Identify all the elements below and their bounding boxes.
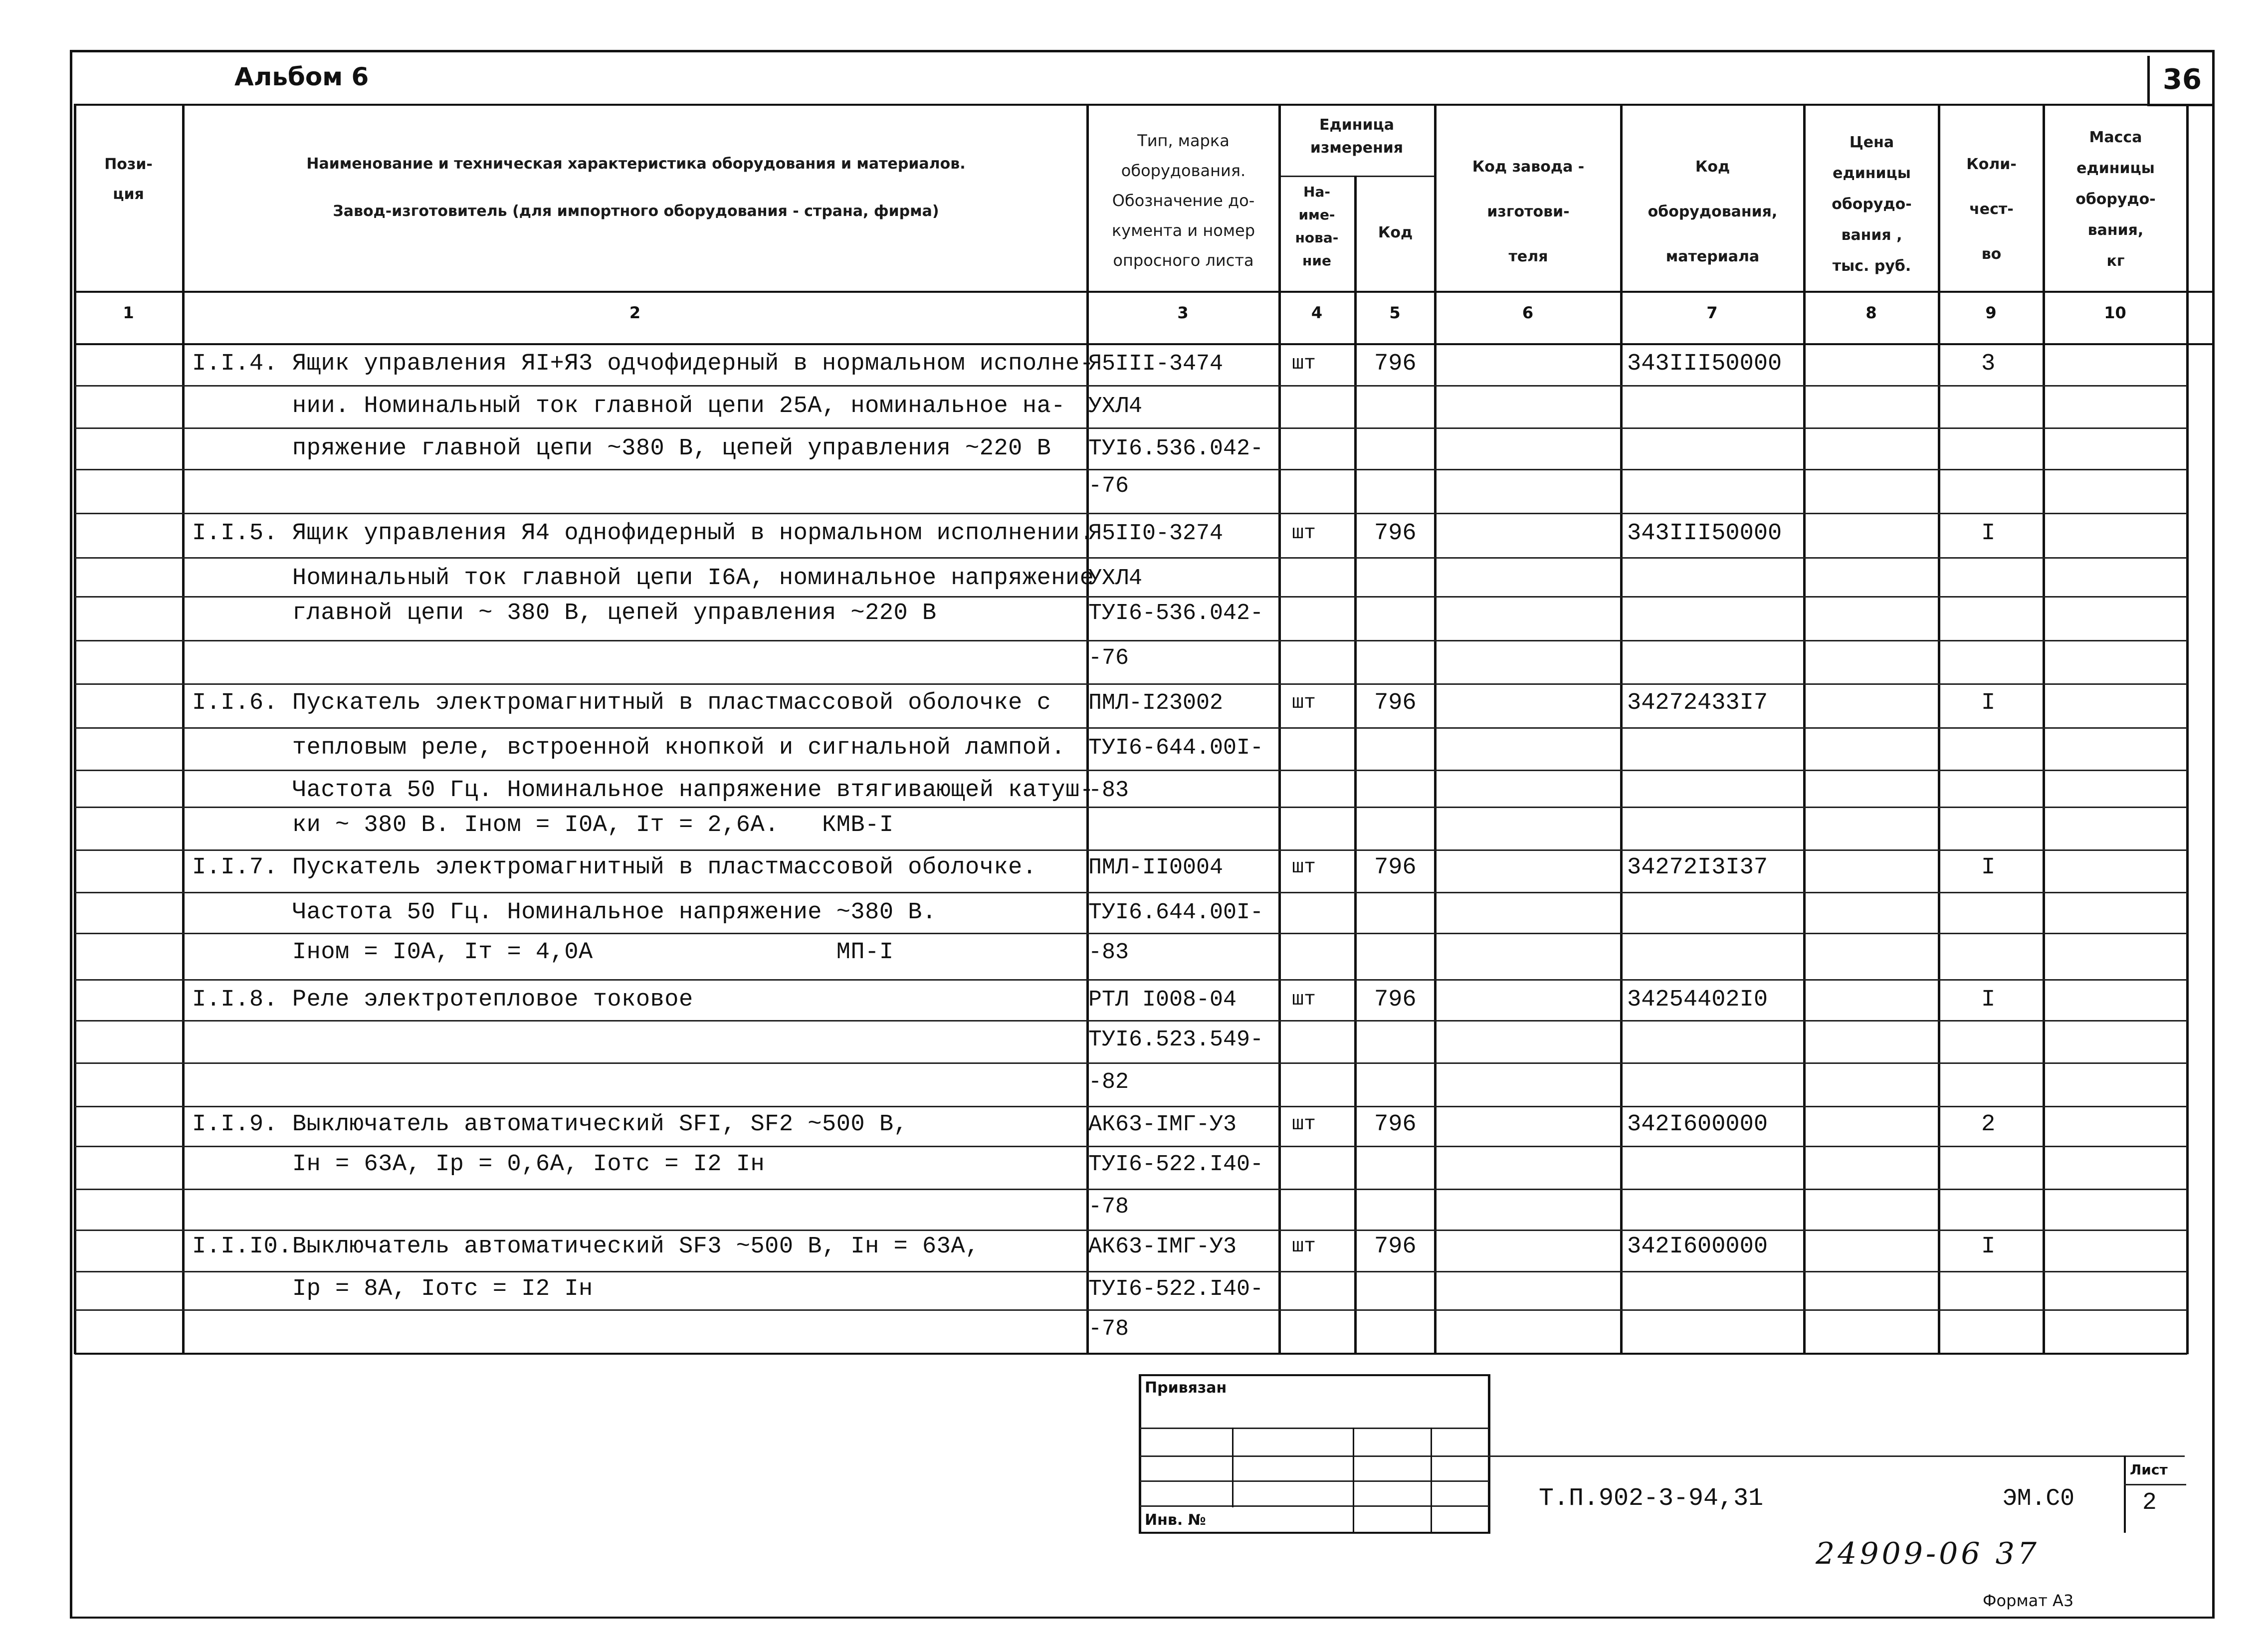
row-description: нии. Номинальный ток главной цепи 25А, номинальное на- bbox=[192, 393, 1065, 419]
row-type: -76 bbox=[1088, 473, 1129, 499]
row-type: ТУI6.644.00I- bbox=[1088, 900, 1264, 925]
sheet-value: 2 bbox=[2142, 1489, 2157, 1516]
table-bottom-line bbox=[75, 1353, 2187, 1355]
row-line bbox=[75, 1106, 2187, 1107]
row-equipment-code: 342I600000 bbox=[1627, 1111, 1768, 1138]
row-line bbox=[75, 1020, 2187, 1022]
row-type: Я5II0-3274 bbox=[1088, 521, 1224, 546]
row-line bbox=[75, 596, 2187, 598]
row-equipment-code: 34272I3I37 bbox=[1627, 854, 1768, 881]
row-equipment-code: 342I600000 bbox=[1627, 1234, 1768, 1260]
row-unit: шт bbox=[1292, 1113, 1316, 1136]
row-unit-code: 796 bbox=[1374, 1111, 1417, 1138]
row-description: I.I.8. Реле электротепловое токовое bbox=[192, 987, 693, 1013]
colnum-bottom-line bbox=[75, 343, 2212, 345]
col-line-6 bbox=[1620, 104, 1623, 1354]
row-type: Я5III-3474 bbox=[1088, 351, 1224, 377]
row-description: Iном = I0А, Iт = 4,0А МП-I bbox=[192, 939, 894, 966]
header-quantity: Коли- чест- во bbox=[1966, 156, 2017, 263]
colnum-9: 9 bbox=[1985, 303, 1997, 322]
stamp-line-3 bbox=[1140, 1480, 1489, 1482]
sheet-number: 36 bbox=[2147, 56, 2215, 106]
row-line bbox=[75, 1309, 2187, 1311]
table-top-line bbox=[75, 104, 2212, 106]
format-label: Формат А3 bbox=[1983, 1591, 2074, 1610]
row-line bbox=[75, 640, 2187, 641]
row-line bbox=[75, 385, 2187, 387]
row-unit: шт bbox=[1292, 353, 1316, 375]
row-line bbox=[75, 1189, 2187, 1190]
row-equipment-code: 34254402I0 bbox=[1627, 987, 1768, 1013]
row-description: Номинальный ток главной цепи I6А, номинальное напряжение bbox=[192, 565, 1094, 592]
row-line bbox=[75, 1146, 2187, 1147]
col-line-1 bbox=[182, 104, 185, 1354]
row-type: -82 bbox=[1088, 1069, 1129, 1095]
stamp-vline-3 bbox=[1431, 1428, 1432, 1532]
row-line bbox=[75, 1062, 2187, 1064]
row-unit: шт bbox=[1292, 989, 1316, 1011]
row-description: I.I.6. Пускатель электромагнитный в пластмассовой оболочке с bbox=[192, 690, 1051, 716]
row-type: ТУI6-522.I40- bbox=[1088, 1152, 1264, 1177]
row-type: УХЛ4 bbox=[1088, 394, 1143, 419]
row-type: РТЛ I008-04 bbox=[1088, 987, 1237, 1013]
row-quantity: I bbox=[1981, 987, 1996, 1013]
header-name-line2: Завод-изготовитель (для импортного оборудования - страна, фирма) bbox=[333, 203, 939, 220]
header-unit-group: Единица измерения bbox=[1310, 116, 1404, 157]
row-description: I.I.7. Пускатель электромагнитный в пластмассовой оболочке. bbox=[192, 854, 1037, 881]
row-line bbox=[75, 892, 2187, 893]
col-line-5 bbox=[1434, 104, 1437, 1354]
row-quantity: I bbox=[1981, 1234, 1996, 1260]
row-unit: шт bbox=[1292, 1236, 1316, 1258]
row-line bbox=[75, 933, 2187, 934]
col-line-0 bbox=[74, 104, 76, 1354]
row-type: ТУI6-536.042- bbox=[1088, 601, 1264, 626]
row-line bbox=[75, 807, 2187, 808]
title-line-top bbox=[1489, 1455, 2185, 1457]
row-description: пряжение главной цепи ~380 В, цепей управления ~220 В bbox=[192, 435, 1051, 462]
colnum-6: 6 bbox=[1522, 303, 1534, 322]
header-name-line1: Наименование и техническая характеристика оборудования и материалов. bbox=[306, 155, 966, 173]
row-unit: шт bbox=[1292, 522, 1316, 545]
stamp-vline-1 bbox=[1232, 1428, 1234, 1507]
row-line bbox=[75, 683, 2187, 685]
row-type: -83 bbox=[1088, 940, 1129, 965]
document-mark: ЭМ.С0 bbox=[2003, 1485, 2075, 1512]
row-description: тепловым реле, встроенной кнопкой и сигнальной лампой. bbox=[192, 735, 1065, 761]
sheet-label: Лист bbox=[2130, 1461, 2168, 1478]
col-line-9 bbox=[2043, 104, 2045, 1354]
header-plant-code: Код завода - изготови- теля bbox=[1472, 158, 1585, 265]
row-type: УХЛ4 bbox=[1088, 566, 1143, 591]
row-type: -78 bbox=[1088, 1194, 1129, 1220]
row-description: Частота 50 Гц. Номинальное напряжение втягивающей катуш- bbox=[192, 777, 1094, 804]
sheet-box-left bbox=[2124, 1455, 2126, 1533]
stamp-line-bottom bbox=[1140, 1532, 1489, 1534]
row-type: -78 bbox=[1088, 1316, 1129, 1342]
row-type: ПМЛ-II0004 bbox=[1088, 855, 1224, 880]
row-unit: шт bbox=[1292, 856, 1316, 879]
row-type: -76 bbox=[1088, 645, 1129, 671]
col-line-10 bbox=[2186, 104, 2189, 1354]
row-quantity: I bbox=[1981, 854, 1996, 881]
stamp-vline-2 bbox=[1353, 1428, 1354, 1532]
col-line-4 bbox=[1354, 176, 1357, 1354]
album-title: Альбом 6 bbox=[234, 62, 369, 91]
header-type: Тип, марка оборудования. Обозначение до- кумента и номер опросного листа bbox=[1111, 131, 1255, 270]
row-unit-code: 796 bbox=[1374, 854, 1417, 881]
colnum-3: 3 bbox=[1177, 303, 1189, 322]
stamp-line-left bbox=[1139, 1374, 1141, 1534]
row-description: I.I.9. Выключатель автоматический SFI, SF2 ~500 В, bbox=[192, 1111, 908, 1138]
row-equipment-code: 343III50000 bbox=[1627, 351, 1782, 377]
row-unit-code: 796 bbox=[1374, 690, 1417, 716]
row-quantity: 2 bbox=[1981, 1111, 1996, 1138]
row-description: Частота 50 Гц. Номинальное напряжение ~380 В. bbox=[192, 899, 937, 926]
stamp-inv-label: Инв. № bbox=[1145, 1511, 1206, 1529]
row-description: Iр = 8А, Iотс = I2 Iн bbox=[192, 1276, 593, 1302]
row-line bbox=[75, 1230, 2187, 1231]
row-line bbox=[75, 727, 2187, 729]
header-equipment-code: Код оборудования, материала bbox=[1648, 158, 1778, 265]
header-unit-name: На- име- нова- ние bbox=[1295, 184, 1339, 269]
colnum-10: 10 bbox=[2104, 303, 2126, 322]
row-type: ТУI6-644.00I- bbox=[1088, 735, 1264, 761]
handwritten-number: 24909-06 37 bbox=[1816, 1536, 2040, 1571]
header-mass: Масса единицы оборудо- вания, кг bbox=[2075, 129, 2156, 270]
row-line bbox=[75, 979, 2187, 981]
row-line bbox=[75, 469, 2187, 470]
colnum-2: 2 bbox=[629, 303, 641, 322]
stamp-attached-label: Привязан bbox=[1145, 1379, 1227, 1397]
row-description: I.I.I0.Выключатель автоматический SF3 ~500 В, Iн = 63А, bbox=[192, 1234, 980, 1260]
header-bottom-line bbox=[75, 291, 2212, 293]
row-description: ки ~ 380 В. Iном = I0А, Iт = 2,6А. КМВ-I bbox=[192, 812, 894, 838]
row-unit-code: 796 bbox=[1374, 351, 1417, 377]
row-line bbox=[75, 849, 2187, 851]
row-type: ТУI6.536.042- bbox=[1088, 436, 1264, 461]
row-line bbox=[75, 1271, 2187, 1272]
stamp-line-1 bbox=[1140, 1428, 1489, 1429]
header-price: Цена единицы оборудо- вания , тыс. руб. bbox=[1832, 134, 1912, 275]
row-description: главной цепи ~ 380 В, цепей управления ~220 В bbox=[192, 600, 937, 626]
row-type: АК63-IМГ-У3 bbox=[1088, 1112, 1237, 1137]
row-type: -83 bbox=[1088, 778, 1129, 803]
row-equipment-code: 343III50000 bbox=[1627, 520, 1782, 547]
document-code: Т.П.902-3-94,31 bbox=[1539, 1484, 1764, 1513]
row-line bbox=[75, 770, 2187, 771]
col-line-3 bbox=[1278, 104, 1281, 1354]
colnum-5: 5 bbox=[1389, 303, 1401, 322]
row-description: Iн = 63А, Iр = 0,6А, Iотс = I2 Iн bbox=[192, 1151, 765, 1178]
row-quantity: I bbox=[1981, 690, 1996, 716]
row-unit-code: 796 bbox=[1374, 1234, 1417, 1260]
unit-group-line bbox=[1279, 176, 1434, 177]
row-line bbox=[75, 427, 2187, 429]
row-description: I.I.4. Ящик управления ЯI+Я3 одчофидерный в нормальном исполне- bbox=[192, 351, 1094, 377]
sheet-box-mid bbox=[2124, 1484, 2186, 1485]
row-line bbox=[75, 557, 2187, 559]
col-line-8 bbox=[1938, 104, 1940, 1354]
row-type: ПМЛ-I23002 bbox=[1088, 690, 1224, 716]
stamp-line-top bbox=[1140, 1374, 1489, 1376]
stamp-line-right bbox=[1488, 1374, 1490, 1534]
row-unit-code: 796 bbox=[1374, 987, 1417, 1013]
header-position: Пози- ция bbox=[104, 156, 153, 203]
row-type: АК63-IМГ-У3 bbox=[1088, 1234, 1237, 1259]
header-unit-code: Код bbox=[1378, 224, 1413, 241]
colnum-8: 8 bbox=[1865, 303, 1877, 322]
col-line-7 bbox=[1803, 104, 1806, 1354]
row-quantity: 3 bbox=[1981, 351, 1996, 377]
colnum-4: 4 bbox=[1311, 303, 1323, 322]
row-type: ТУI6.523.549- bbox=[1088, 1027, 1264, 1052]
row-unit: шт bbox=[1292, 692, 1316, 714]
row-description: I.I.5. Ящик управления Я4 однофидерный в нормальном исполнении. bbox=[192, 520, 1094, 547]
row-unit-code: 796 bbox=[1374, 520, 1417, 547]
stamp-line-2 bbox=[1140, 1455, 1489, 1457]
row-line bbox=[75, 513, 2187, 514]
stamp-line-4 bbox=[1140, 1505, 1489, 1507]
row-equipment-code: 34272433I7 bbox=[1627, 690, 1768, 716]
row-quantity: I bbox=[1981, 520, 1996, 547]
colnum-7: 7 bbox=[1706, 303, 1718, 322]
row-type: ТУI6-522.I40- bbox=[1088, 1276, 1264, 1302]
colnum-1: 1 bbox=[123, 303, 134, 322]
